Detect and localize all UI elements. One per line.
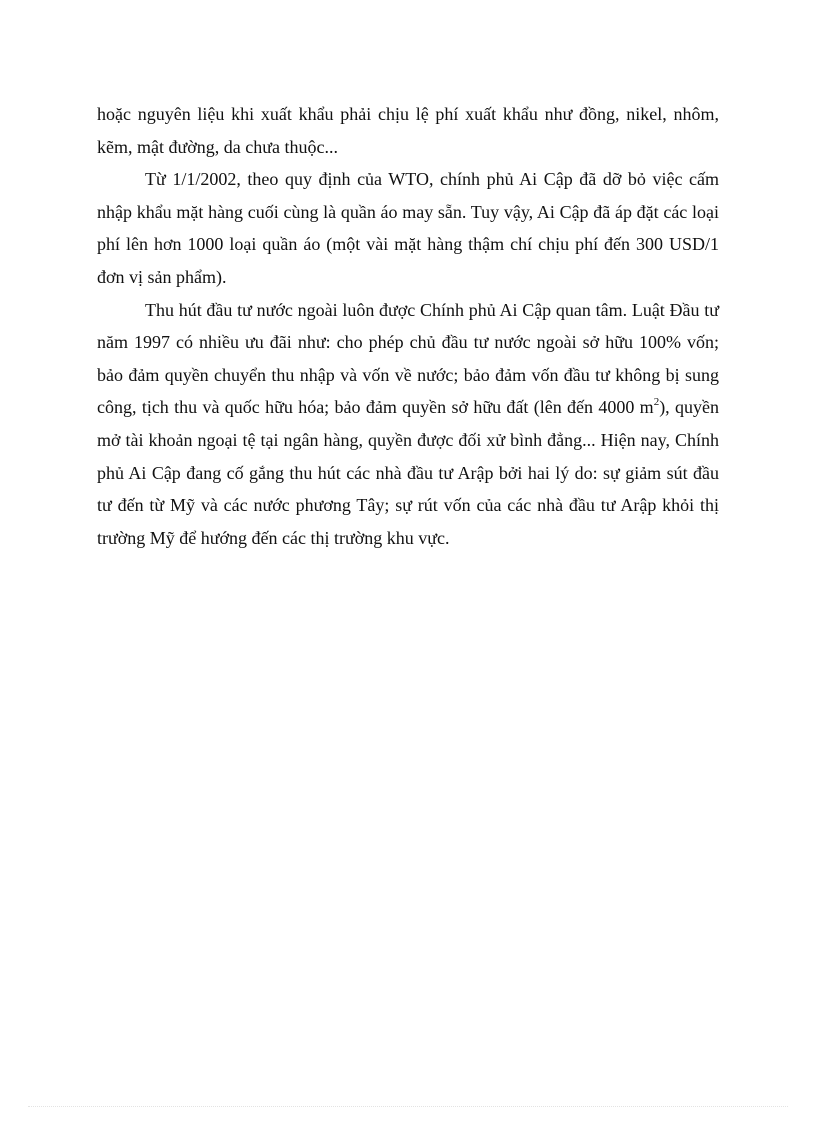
footer-divider <box>28 1106 788 1107</box>
investment-text-part-1: Thu hút đầu tư nước ngoài luôn được Chính phủ Ai Cập quan tâm. Luật Đầu tư năm 1997 có nhiều ưu đãi như: cho phép chủ đầu tư nước ngoài sở hữu 100% vốn; bảo đảm quyền chuyển thu nhập và vốn về nước; bảo đảm vốn đầu tư không bị sung công, tịch thu và quốc hữu hóa; bảo đảm quyền sở hữu đất (lên đến 4000 m <box>97 299 719 418</box>
superscript-2: 2 <box>653 396 660 409</box>
paragraph-foreign-investment <box>97 294 719 555</box>
paragraph-clothing-import: Từ 1/1/2002, theo quy định của WTO, chính phủ Ai Cập đã dỡ bỏ việc cấm nhập khẩu mặt hàng cuối cùng là quần áo may sẵn. Tuy vậy, Ai Cập đã áp đặt các loại phí lên hơn 1000 loại quần áo (một vài mặt hàng thậm chí chịu phí đến 300 USD/1 đơn vị sản phẩm). <box>97 169 719 287</box>
investment-text-part-2: ), quyền mở tài khoản ngoại tệ tại ngân hàng, quyền được đối xử bình đẳng... Hiện nay, Chính phủ Ai Cập đang cố gắng thu hút các nhà đầu tư Arập bởi hai lý do: sự giảm sút đầu tư đến từ Mỹ và các nước phương Tây; sự rút vốn của các nhà đầu tư Arập khỏi thị trường Mỹ để hướng đến các thị trường khu vực. <box>97 397 719 548</box>
body-text <box>97 98 719 554</box>
paragraph-export-fees: hoặc nguyên liệu khi xuất khẩu phải chịu lệ phí xuất khẩu như đồng, nikel, nhôm, kẽm, mật đường, da chưa thuộc... <box>97 104 719 157</box>
